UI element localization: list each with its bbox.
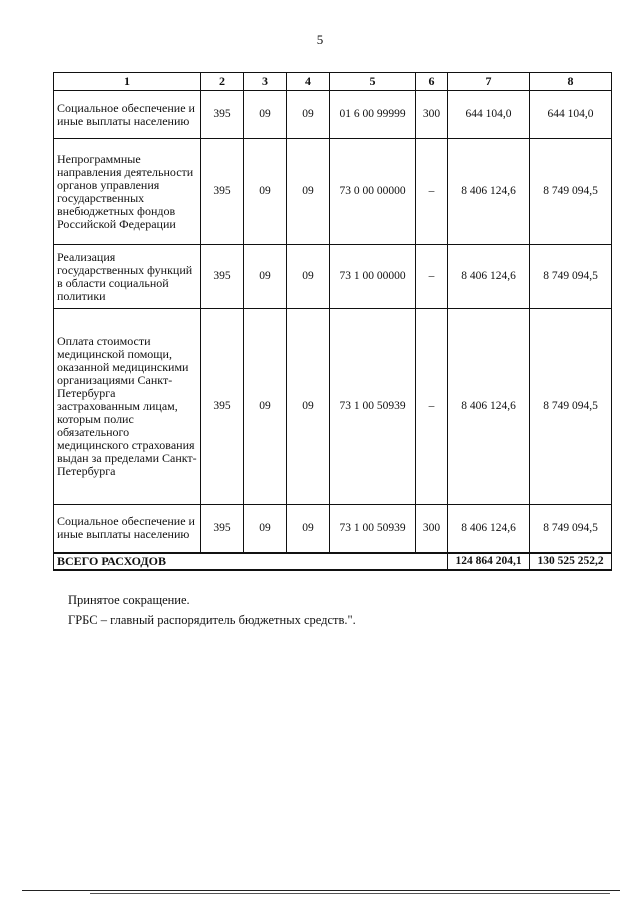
total-sum-1: 124 864 204,1 bbox=[448, 553, 530, 570]
row-sum-2: 8 749 094,5 bbox=[530, 309, 612, 505]
row-sum-2: 8 749 094,5 bbox=[530, 505, 612, 553]
row-sum-2: 8 749 094,5 bbox=[530, 139, 612, 245]
row-target: 73 1 00 50939 bbox=[330, 505, 416, 553]
row-sum-1: 8 406 124,6 bbox=[448, 309, 530, 505]
row-section: 09 bbox=[244, 309, 287, 505]
table-row bbox=[54, 139, 612, 245]
column-header: 5 bbox=[330, 73, 416, 91]
total-label: ВСЕГО РАСХОДОВ bbox=[54, 553, 448, 570]
row-target: 73 1 00 50939 bbox=[330, 309, 416, 505]
row-sum-1: 644 104,0 bbox=[448, 91, 530, 139]
table-row bbox=[54, 505, 612, 553]
row-sum-1: 8 406 124,6 bbox=[448, 245, 530, 309]
row-grbs: 395 bbox=[201, 245, 244, 309]
row-expense-type: – bbox=[416, 139, 448, 245]
row-sum-1: 8 406 124,6 bbox=[448, 139, 530, 245]
table-header-row bbox=[54, 73, 612, 91]
row-target: 73 1 00 00000 bbox=[330, 245, 416, 309]
footnotes bbox=[68, 590, 356, 630]
row-expense-type: – bbox=[416, 309, 448, 505]
row-name: Реализация государственных функций в области социальной политики bbox=[54, 245, 201, 309]
total-row bbox=[54, 553, 612, 570]
column-header: 7 bbox=[448, 73, 530, 91]
row-sum-2: 8 749 094,5 bbox=[530, 245, 612, 309]
row-section: 09 bbox=[244, 505, 287, 553]
table-row bbox=[54, 91, 612, 139]
row-subsection: 09 bbox=[287, 91, 330, 139]
table-row bbox=[54, 245, 612, 309]
row-expense-type: 300 bbox=[416, 505, 448, 553]
row-section: 09 bbox=[244, 245, 287, 309]
row-grbs: 395 bbox=[201, 91, 244, 139]
row-subsection: 09 bbox=[287, 505, 330, 553]
row-subsection: 09 bbox=[287, 245, 330, 309]
row-subsection: 09 bbox=[287, 139, 330, 245]
column-header: 1 bbox=[54, 73, 201, 91]
row-section: 09 bbox=[244, 139, 287, 245]
column-header: 3 bbox=[244, 73, 287, 91]
row-target: 73 0 00 00000 bbox=[330, 139, 416, 245]
budget-expenses-table bbox=[53, 72, 612, 571]
row-grbs: 395 bbox=[201, 139, 244, 245]
column-header: 4 bbox=[287, 73, 330, 91]
row-subsection: 09 bbox=[287, 309, 330, 505]
row-sum-2: 644 104,0 bbox=[530, 91, 612, 139]
row-section: 09 bbox=[244, 91, 287, 139]
row-sum-1: 8 406 124,6 bbox=[448, 505, 530, 553]
row-name: Непрограммные направления деятельности органов управления государственных внебюджетных фондов Российской Федерации bbox=[54, 139, 201, 245]
abbreviation-definition: ГРБС – главный распорядитель бюджетных средств.". bbox=[68, 613, 356, 627]
table-row bbox=[54, 309, 612, 505]
page-number: 5 bbox=[316, 32, 324, 47]
column-header: 2 bbox=[201, 73, 244, 91]
column-header: 8 bbox=[530, 73, 612, 91]
footer-divider-secondary bbox=[90, 893, 610, 894]
row-grbs: 395 bbox=[201, 309, 244, 505]
row-expense-type: – bbox=[416, 245, 448, 309]
row-expense-type: 300 bbox=[416, 91, 448, 139]
abbreviation-heading: Принятое сокращение. bbox=[68, 593, 190, 607]
row-name: Социальное обеспечение и иные выплаты населению bbox=[54, 91, 201, 139]
column-header: 6 bbox=[416, 73, 448, 91]
footer-divider bbox=[22, 890, 620, 891]
row-name: Оплата стоимости медицинской помощи, оказанной медицинскими организациями Санкт-Петербурга застрахованным лицам, которым полис обязательного медицинского страхования выдан за пределами Санкт-Петербурга bbox=[54, 309, 201, 505]
row-name: Социальное обеспечение и иные выплаты населению bbox=[54, 505, 201, 553]
total-sum-2: 130 525 252,2 bbox=[530, 553, 612, 570]
row-grbs: 395 bbox=[201, 505, 244, 553]
row-target: 01 6 00 99999 bbox=[330, 91, 416, 139]
